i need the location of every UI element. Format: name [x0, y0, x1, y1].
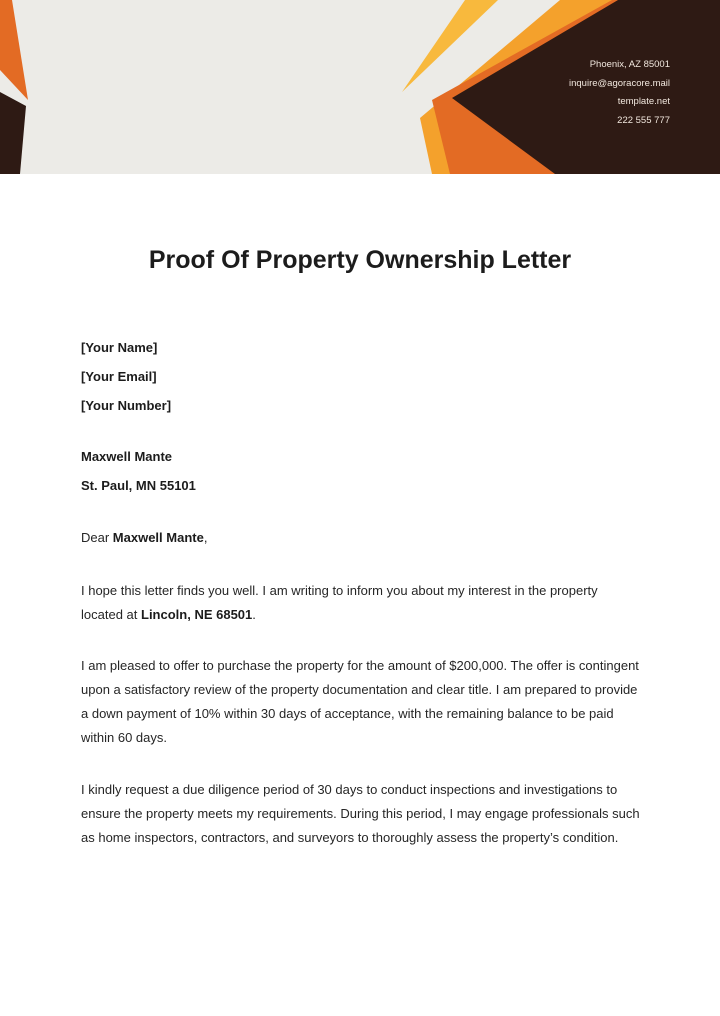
contact-phone: 222 555 777 — [617, 114, 670, 126]
letter-title: Proof Of Property Ownership Letter — [148, 246, 572, 274]
recipient-address: St. Paul, MN 55101 — [81, 478, 196, 493]
recipient-block — [81, 442, 641, 500]
sender-name: [Your Name] — [81, 340, 158, 355]
paragraph-offer: I am pleased to offer to purchase the property for the amount of $200,000. The offer is contingent upon a satisfactory review of the property documentation and clear title. I am prepared to provide a down payment of 10% within 30 days of acceptance, with the remaining balance to be paid within 60 days. — [81, 658, 639, 745]
contact-info — [569, 56, 670, 130]
paragraph-intro — [81, 579, 641, 627]
paragraph-intro-text: I hope this letter finds you well. I am writing to inform you about my interest in the property located at — [81, 583, 598, 622]
left-orange-shape — [0, 0, 28, 100]
sender-block — [81, 333, 641, 420]
recipient-name: Maxwell Mante — [81, 449, 173, 464]
paragraph-due-diligence: I kindly request a due diligence period of 30 days to conduct inspections and investigations to ensure the property meets my requirements. During this period, I may engage professionals such as home inspectors, contractors, and surveyors to thoroughly assess the property’s condition. — [81, 782, 640, 845]
paragraph-intro-end: . — [252, 607, 256, 622]
greeting-suffix: , — [203, 530, 208, 545]
letterhead-banner — [0, 0, 720, 174]
greeting-prefix: Dear — [81, 530, 113, 545]
greeting-line — [81, 526, 641, 550]
sender-number: [Your Number] — [81, 398, 172, 413]
property-location: Lincoln, NE 68501 — [141, 607, 253, 622]
contact-email: inquire@agoracore.mail — [569, 77, 670, 89]
greeting-name: Maxwell Mante — [112, 530, 204, 545]
left-dark-shape — [0, 92, 26, 174]
contact-address: Phoenix, AZ 85001 — [589, 59, 670, 70]
sender-email: [Your Email] — [81, 369, 157, 384]
contact-website: template.net — [617, 96, 670, 107]
